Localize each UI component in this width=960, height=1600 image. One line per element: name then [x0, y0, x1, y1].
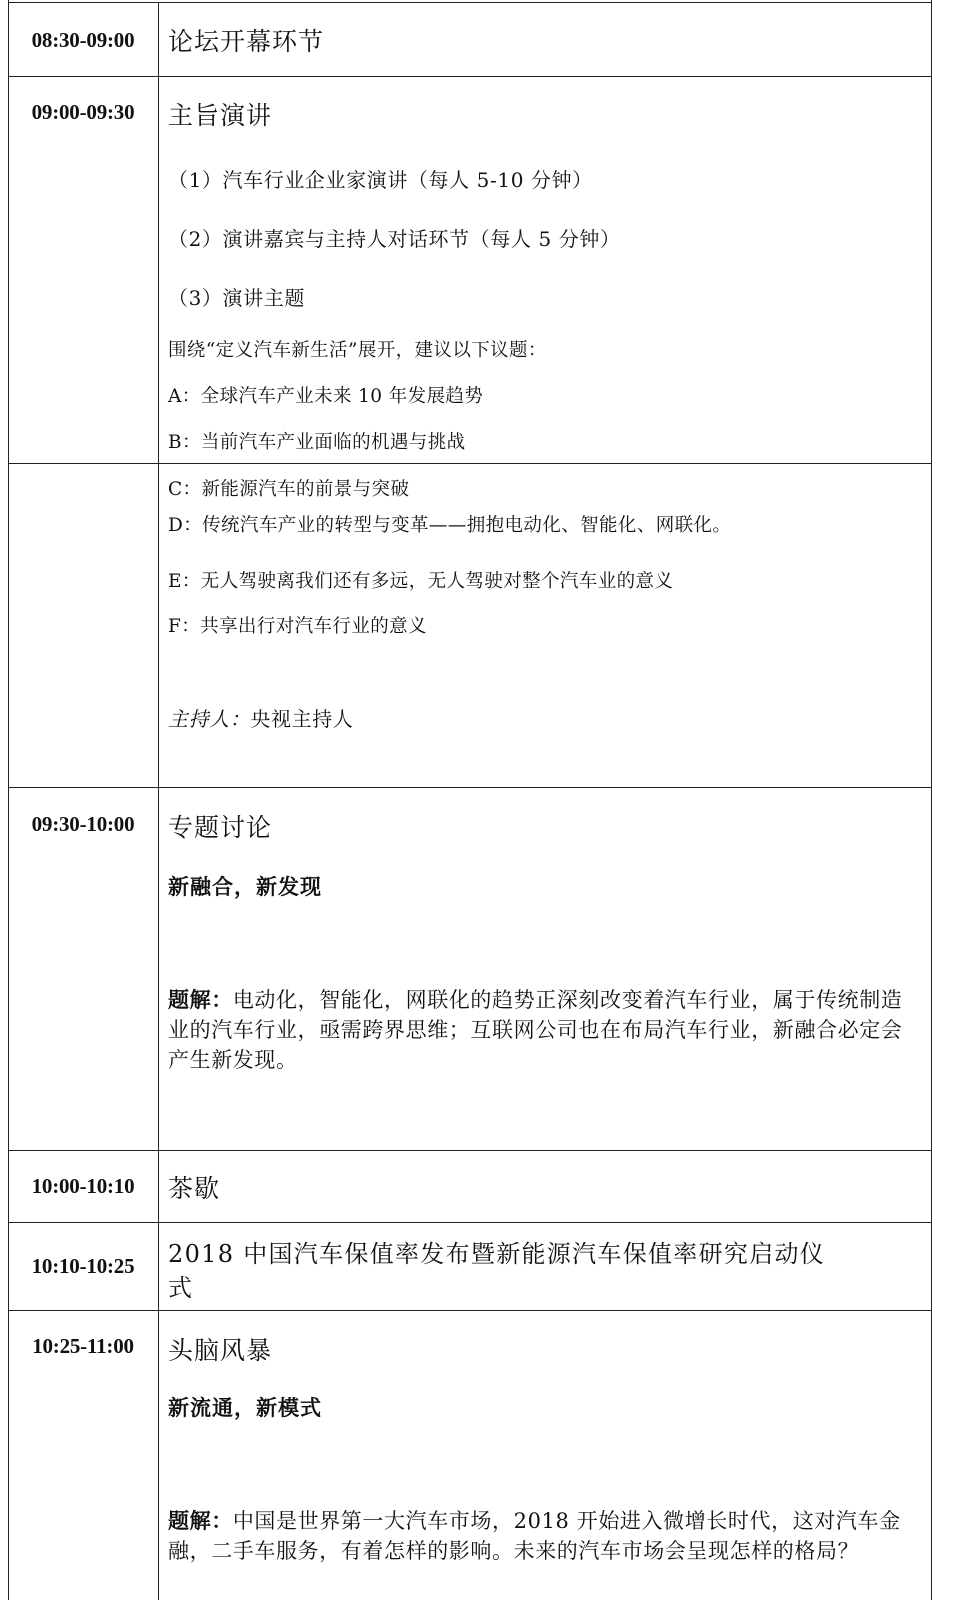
topic-item: B：当前汽车产业面临的机遇与挑战	[168, 432, 466, 453]
session-time: 10:10-10:25	[31, 1254, 135, 1278]
description-label: 题解：	[168, 1508, 233, 1533]
description-text: 中国是世界第一大汽车市场，2018 开始进入微增长时代，这对汽车金融，二手车服务，有着怎样的影响。未来的汽车市场会呈现怎样的格局？	[168, 1509, 901, 1563]
topic-item: A：全球汽车产业未来 10 年发展趋势	[168, 386, 484, 407]
description-text: 电动化，智能化，网联化的趋势正深刻改变着汽车行业，属于传统制造业的汽车行业，亟需跨界思维；互联网公司也在布局汽车行业，新融合必定会产生新发现。	[168, 988, 903, 1072]
session-time: 09:30-10:00	[31, 812, 135, 836]
session-description	[168, 985, 920, 1075]
topic-item: E：无人驾驶离我们还有多远，无人驾驶对整个汽车业的意义	[168, 571, 674, 592]
list-item: （3）演讲主题	[168, 286, 305, 310]
session-time: 10:25-11:00	[32, 1334, 134, 1358]
table-row	[8, 1222, 932, 1310]
list-item: （1）汽车行业企业家演讲（每人 5-10 分钟）	[168, 168, 593, 192]
topic-item: C：新能源汽车的前景与突破	[168, 479, 410, 500]
host-line	[168, 703, 353, 732]
session-title-line: 2018 中国汽车保值率发布暨新能源汽车保值率研究启动仪	[168, 1240, 826, 1268]
time-cell	[8, 2, 159, 76]
time-cell	[8, 1150, 159, 1222]
session-description	[168, 1506, 920, 1566]
table-row	[8, 1310, 932, 1600]
topic-intro: 围绕“定义汽车新生活”展开，建议以下议题：	[168, 340, 547, 361]
time-cell	[8, 76, 159, 463]
session-title-line: 式	[168, 1274, 194, 1302]
session-title: 主旨演讲	[168, 101, 273, 130]
topic-item: D：传统汽车产业的转型与变革——拥抱电动化、智能化、网联化。	[168, 515, 732, 536]
table-row	[8, 76, 932, 463]
session-time: 10:00-10:10	[31, 1174, 135, 1198]
session-time: 08:30-09:00	[31, 28, 135, 52]
time-cell	[8, 1222, 159, 1310]
topic-item: F：共享出行对汽车行业的意义	[168, 616, 427, 637]
session-title: 头脑风暴	[168, 1336, 273, 1365]
table-row	[8, 463, 932, 787]
time-cell	[8, 787, 159, 1150]
description-label: 题解：	[168, 987, 233, 1012]
session-title: 论坛开幕环节	[168, 27, 325, 56]
host-label: 主持人：	[168, 707, 251, 731]
session-subtitle: 新流通，新模式	[168, 1395, 322, 1420]
agenda-table	[8, 0, 932, 1600]
host-value: 央视主持人	[250, 707, 354, 731]
list-item: （2）演讲嘉宾与主持人对话环节（每人 5 分钟）	[168, 227, 621, 251]
session-title: 专题讨论	[168, 813, 273, 842]
table-row	[8, 2, 932, 76]
session-subtitle: 新融合，新发现	[168, 874, 322, 899]
session-time: 09:00-09:30	[31, 100, 135, 124]
table-row	[8, 787, 932, 1150]
table-row	[8, 1150, 932, 1222]
session-title: 茶歇	[168, 1174, 221, 1203]
time-cell	[8, 463, 159, 787]
time-cell	[8, 1310, 159, 1600]
